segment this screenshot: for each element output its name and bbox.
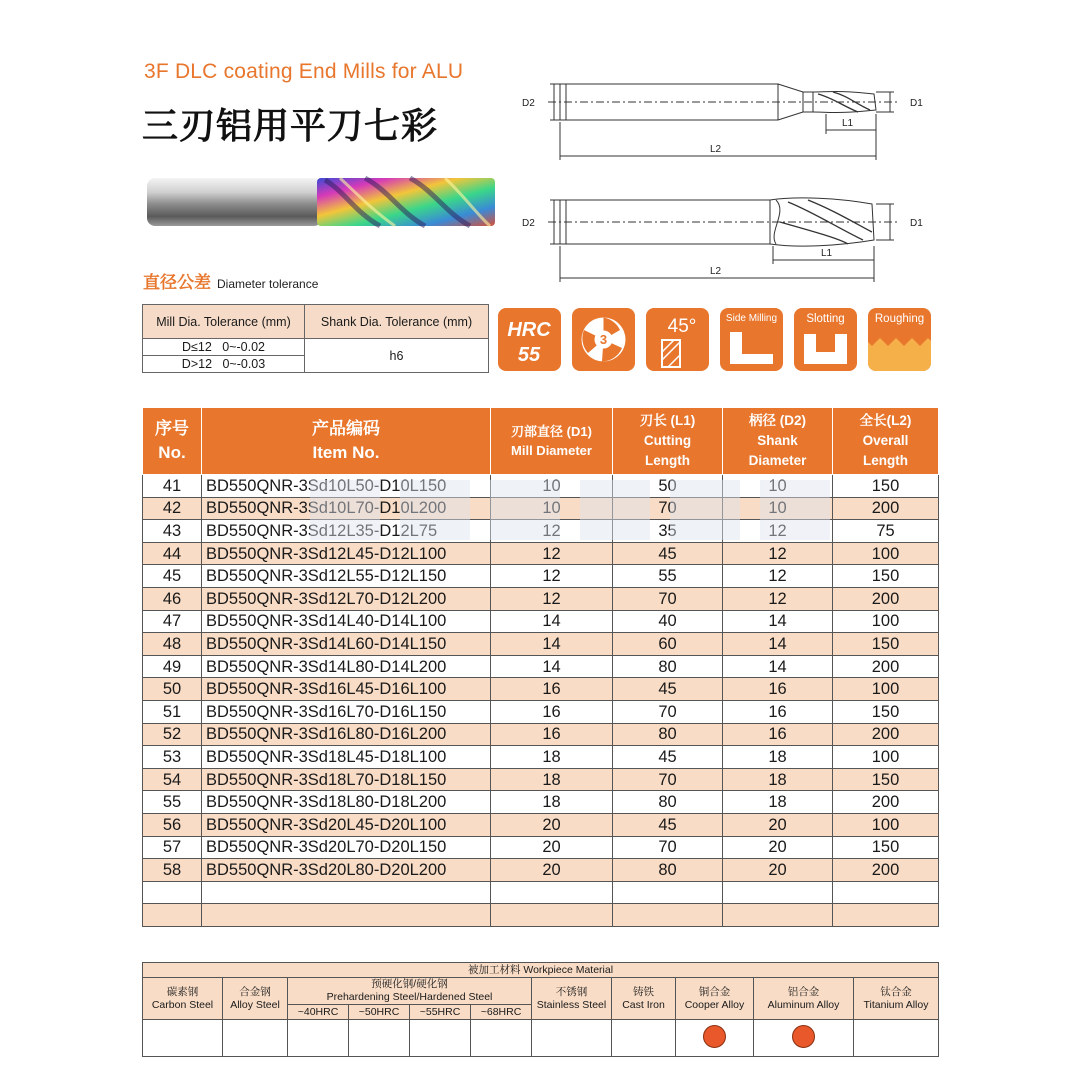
- tolerance-table: [142, 304, 489, 373]
- cell-item: BD550QNR-3Sd12L70-D12L200: [202, 587, 491, 610]
- alloy-steel: 合金钢 Alloy Steel: [223, 978, 288, 1020]
- table-row: [143, 565, 939, 588]
- three-flute-icon: [572, 308, 635, 371]
- cell-d1: 12: [491, 587, 613, 610]
- empty-cell: [613, 904, 723, 927]
- cell-item: BD550QNR-3Sd14L40-D14L100: [202, 610, 491, 633]
- cell-item: BD550QNR-3Sd18L70-D18L150: [202, 768, 491, 791]
- cell-l2: 150: [833, 475, 939, 498]
- d1-label-bottom: D1: [910, 218, 923, 229]
- cell-l1: 70: [613, 587, 723, 610]
- cell-l2: 150: [833, 836, 939, 859]
- cell-d1: 18: [491, 791, 613, 814]
- cell-d2: 12: [723, 587, 833, 610]
- empty-row: [143, 881, 939, 904]
- cell-d1: 16: [491, 723, 613, 746]
- table-row: [143, 655, 939, 678]
- table-row: [143, 520, 939, 543]
- empty-cell: [833, 904, 939, 927]
- product-table: [142, 407, 939, 927]
- cell-l1: 70: [613, 768, 723, 791]
- empty-cell: [613, 881, 723, 904]
- cell-l2: 200: [833, 859, 939, 882]
- cell-item: BD550QNR-3Sd16L45-D16L100: [202, 678, 491, 701]
- cell-no: 45: [143, 565, 202, 588]
- cell-no: 48: [143, 633, 202, 656]
- heading-cn: 直径公差: [143, 273, 211, 293]
- table-row: [143, 587, 939, 610]
- cell-d2: 18: [723, 768, 833, 791]
- d1-label-top: D1: [910, 98, 923, 109]
- hrc-40: ~40HRC: [288, 1005, 349, 1020]
- cell-item: BD550QNR-3Sd14L80-D14L200: [202, 655, 491, 678]
- svg-text:45°: 45°: [667, 316, 697, 337]
- mill-tolerance-row: D>12 0~-0.03: [143, 356, 305, 373]
- table-row: [143, 633, 939, 656]
- heading-en: Diameter tolerance: [217, 277, 319, 291]
- col-mill-diameter: 刃部直径 (D1) Mill Diameter: [491, 408, 613, 475]
- empty-cell: [202, 904, 491, 927]
- cell-no: 50: [143, 678, 202, 701]
- title-en: 3F DLC coating End Mills for ALU: [144, 60, 464, 83]
- col-item: 产品编码 Item No.: [202, 408, 491, 475]
- cell-l2: 150: [833, 633, 939, 656]
- cell-item: BD550QNR-3Sd16L80-D16L200: [202, 723, 491, 746]
- carbon-steel: 碳素钢 Carbon Steel: [143, 978, 223, 1020]
- cell-no: 53: [143, 746, 202, 769]
- table-row: [143, 813, 939, 836]
- cell-d2: 20: [723, 836, 833, 859]
- mark-carbon: [143, 1020, 223, 1057]
- cell-l1: 55: [613, 565, 723, 588]
- cell-l1: 80: [613, 791, 723, 814]
- cell-no: 49: [143, 655, 202, 678]
- cell-d2: 18: [723, 791, 833, 814]
- feature-icons: [498, 308, 931, 371]
- cell-l2: 200: [833, 655, 939, 678]
- cell-d2: 18: [723, 746, 833, 769]
- suitable-dot-icon: [792, 1025, 815, 1048]
- col-shank-diameter: 柄径 (D2) Shank Diameter: [723, 408, 833, 475]
- cell-l2: 75: [833, 520, 939, 543]
- cell-d1: 12: [491, 520, 613, 543]
- mill-tolerance-header: Mill Dia. Tolerance (mm): [143, 305, 305, 339]
- table-row: [143, 723, 939, 746]
- cell-l1: 70: [613, 836, 723, 859]
- cell-d2: 20: [723, 813, 833, 836]
- table-row: [143, 497, 939, 520]
- cell-l1: 70: [613, 700, 723, 723]
- cell-d2: 12: [723, 542, 833, 565]
- empty-cell: [491, 904, 613, 927]
- table-row: [143, 542, 939, 565]
- cell-d1: 20: [491, 813, 613, 836]
- table-row: [143, 475, 939, 498]
- empty-cell: [143, 904, 202, 927]
- aluminum-alloy: 铝合金 Aluminum Alloy: [754, 978, 854, 1020]
- cell-l1: 80: [613, 655, 723, 678]
- cell-d1: 18: [491, 746, 613, 769]
- cell-d2: 10: [723, 497, 833, 520]
- table-row: [143, 791, 939, 814]
- material-title: 被加工材料 Workpiece Material: [143, 963, 939, 978]
- cell-d1: 14: [491, 633, 613, 656]
- cell-d2: 16: [723, 700, 833, 723]
- mark-stainless: [532, 1020, 612, 1057]
- cell-d1: 18: [491, 768, 613, 791]
- helix-angle-icon: [646, 308, 709, 371]
- cell-l1: 45: [613, 813, 723, 836]
- hardened-steel: 预硬化钢/硬化钢 Prehardening Steel/Hardened Steel: [288, 978, 532, 1005]
- cell-d2: 12: [723, 520, 833, 543]
- svg-text:HRC: HRC: [507, 319, 551, 341]
- cell-l1: 50: [613, 475, 723, 498]
- svg-text:55: 55: [517, 344, 541, 366]
- cell-d2: 10: [723, 475, 833, 498]
- hrc-icon: [498, 308, 561, 371]
- mill-tolerance-row: D≤12 0~-0.02: [143, 339, 305, 356]
- cell-no: 56: [143, 813, 202, 836]
- mark-hrc40: [288, 1020, 349, 1057]
- cell-l2: 100: [833, 678, 939, 701]
- cast-iron: 铸铁 Cast Iron: [612, 978, 676, 1020]
- cell-d1: 10: [491, 497, 613, 520]
- cell-no: 42: [143, 497, 202, 520]
- mark-hrc68: [471, 1020, 532, 1057]
- empty-cell: [723, 881, 833, 904]
- cell-item: BD550QNR-3Sd18L80-D18L200: [202, 791, 491, 814]
- table-row: [143, 859, 939, 882]
- cell-d1: 12: [491, 565, 613, 588]
- table-row: [143, 768, 939, 791]
- cell-no: 41: [143, 475, 202, 498]
- cell-l2: 200: [833, 497, 939, 520]
- mark-hrc50: [349, 1020, 410, 1057]
- side-milling-icon: Side Milling: [720, 308, 783, 371]
- svg-text:3: 3: [599, 332, 608, 347]
- cell-item: BD550QNR-3Sd16L70-D16L150: [202, 700, 491, 723]
- l1-label-bottom: L1: [821, 248, 833, 259]
- cell-d1: 16: [491, 700, 613, 723]
- cell-item: BD550QNR-3Sd18L45-D18L100: [202, 746, 491, 769]
- shank-tolerance-header: Shank Dia. Tolerance (mm): [305, 305, 489, 339]
- mark-copper: [676, 1020, 754, 1057]
- cell-no: 47: [143, 610, 202, 633]
- col-cutting-length: 刃长 (L1) Cutting Length: [613, 408, 723, 475]
- table-row: [143, 700, 939, 723]
- cell-d2: 14: [723, 610, 833, 633]
- col-overall-length: 全长(L2) Overall Length: [833, 408, 939, 475]
- cell-d2: 20: [723, 859, 833, 882]
- cell-no: 51: [143, 700, 202, 723]
- empty-row: [143, 904, 939, 927]
- cell-l2: 200: [833, 791, 939, 814]
- diameter-tolerance-heading: [143, 268, 318, 293]
- cell-item: BD550QNR-3Sd20L70-D20L150: [202, 836, 491, 859]
- d2-label-top: D2: [522, 98, 535, 109]
- cell-no: 58: [143, 859, 202, 882]
- cell-d1: 12: [491, 542, 613, 565]
- cell-l1: 70: [613, 497, 723, 520]
- hrc-55: ~55HRC: [410, 1005, 471, 1020]
- cell-l1: 35: [613, 520, 723, 543]
- cell-l2: 100: [833, 813, 939, 836]
- cell-l2: 150: [833, 565, 939, 588]
- technical-drawing: [518, 72, 938, 287]
- mark-aluminum: [754, 1020, 854, 1057]
- cell-d1: 20: [491, 836, 613, 859]
- empty-cell: [143, 881, 202, 904]
- copper-alloy: 铜合金 Cooper Alloy: [676, 978, 754, 1020]
- table-row: [143, 746, 939, 769]
- cell-no: 57: [143, 836, 202, 859]
- cell-no: 54: [143, 768, 202, 791]
- col-no: 序号 No.: [143, 408, 202, 475]
- cell-l2: 100: [833, 542, 939, 565]
- d2-label-bottom: D2: [522, 218, 535, 229]
- hrc-50: ~50HRC: [349, 1005, 410, 1020]
- l1-label-top: L1: [842, 118, 854, 129]
- workpiece-material-table: [142, 962, 939, 1057]
- cell-l2: 200: [833, 723, 939, 746]
- mark-alloy: [223, 1020, 288, 1057]
- cell-d1: 20: [491, 859, 613, 882]
- cell-d2: 14: [723, 633, 833, 656]
- cell-item: BD550QNR-3Sd12L35-D12L75: [202, 520, 491, 543]
- hrc-68: ~68HRC: [471, 1005, 532, 1020]
- empty-cell: [491, 881, 613, 904]
- cell-d2: 16: [723, 678, 833, 701]
- table-row: [143, 836, 939, 859]
- cell-no: 44: [143, 542, 202, 565]
- cell-item: BD550QNR-3Sd12L45-D12L100: [202, 542, 491, 565]
- cell-no: 46: [143, 587, 202, 610]
- cell-l1: 60: [613, 633, 723, 656]
- table-row: [143, 610, 939, 633]
- cell-d1: 16: [491, 678, 613, 701]
- empty-cell: [723, 904, 833, 927]
- cell-l2: 100: [833, 746, 939, 769]
- stainless-steel: 不锈钢 Stainless Steel: [532, 978, 612, 1020]
- cell-d2: 14: [723, 655, 833, 678]
- cell-item: BD550QNR-3Sd14L60-D14L150: [202, 633, 491, 656]
- end-mill-photo: [145, 172, 495, 232]
- shank-tolerance-value: h6: [305, 339, 489, 373]
- cell-item: BD550QNR-3Sd20L45-D20L100: [202, 813, 491, 836]
- l2-label-top: L2: [710, 144, 722, 155]
- cell-l1: 80: [613, 723, 723, 746]
- cell-item: BD550QNR-3Sd10L50-D10L150: [202, 475, 491, 498]
- cell-l2: 100: [833, 610, 939, 633]
- cell-no: 55: [143, 791, 202, 814]
- mark-titanium: [854, 1020, 939, 1057]
- cell-l2: 150: [833, 700, 939, 723]
- mark-hrc55: [410, 1020, 471, 1057]
- cell-item: BD550QNR-3Sd10L70-D10L200: [202, 497, 491, 520]
- cell-l2: 200: [833, 587, 939, 610]
- cell-no: 52: [143, 723, 202, 746]
- cell-d1: 14: [491, 610, 613, 633]
- cell-l1: 45: [613, 678, 723, 701]
- mark-castiron: [612, 1020, 676, 1057]
- titanium-alloy: 钛合金 Titanium Alloy: [854, 978, 939, 1020]
- cell-d2: 16: [723, 723, 833, 746]
- cell-no: 43: [143, 520, 202, 543]
- roughing-icon: Roughing: [868, 308, 931, 371]
- cell-d2: 12: [723, 565, 833, 588]
- table-row: [143, 678, 939, 701]
- cell-l1: 45: [613, 746, 723, 769]
- empty-cell: [833, 881, 939, 904]
- title-cn: 三刃铝用平刀七彩: [142, 106, 439, 147]
- l2-label-bottom: L2: [710, 266, 722, 277]
- cell-item: BD550QNR-3Sd20L80-D20L200: [202, 859, 491, 882]
- suitable-dot-icon: [703, 1025, 726, 1048]
- cell-l2: 150: [833, 768, 939, 791]
- cell-d1: 14: [491, 655, 613, 678]
- cell-l1: 45: [613, 542, 723, 565]
- cell-l1: 40: [613, 610, 723, 633]
- cell-item: BD550QNR-3Sd12L55-D12L150: [202, 565, 491, 588]
- empty-cell: [202, 881, 491, 904]
- cell-d1: 10: [491, 475, 613, 498]
- cell-l1: 80: [613, 859, 723, 882]
- slotting-icon: Slotting: [794, 308, 857, 371]
